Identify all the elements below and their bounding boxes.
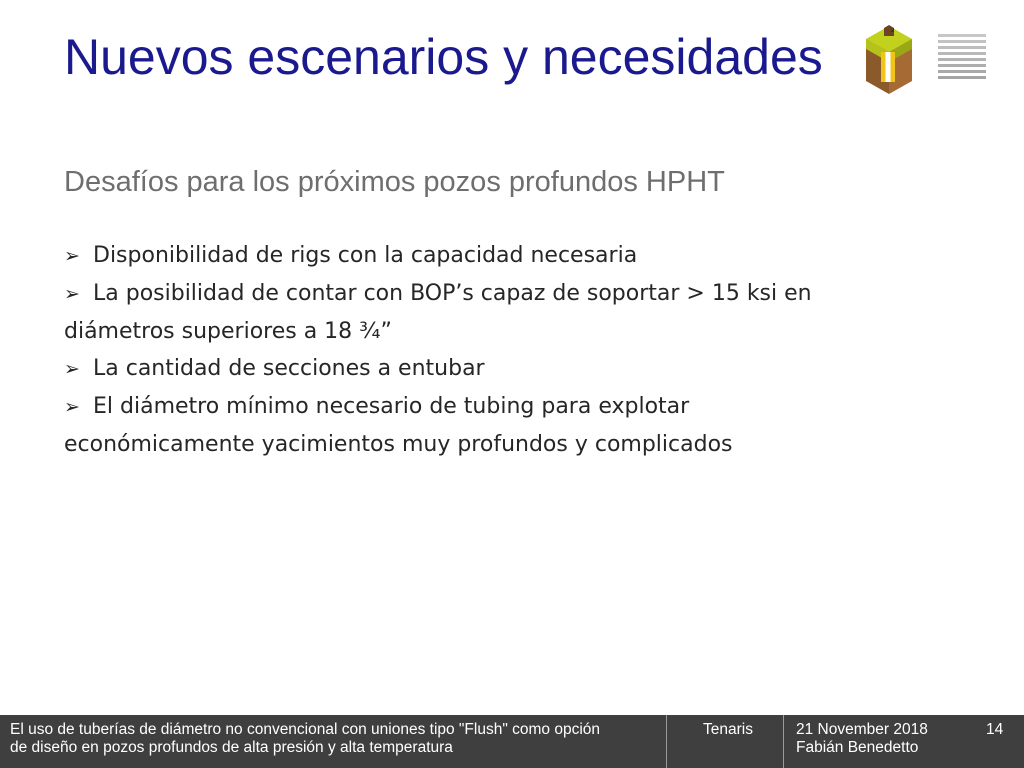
footer-company: Tenaris [703,721,753,738]
slide-footer [0,715,1024,768]
bullet-text: Disponibilidad de rigs con la capacidad necesaria [93,243,638,268]
footer-divider [783,715,784,768]
slide-title: Nuevos escenarios y necesidades [64,29,823,85]
bullet-continuation: diámetros superiores a 18 ¾” [64,319,392,344]
bullet-arrow-icon: ➢ [64,358,80,380]
footer-description-line: de diseño en pozos profundos de alta presión y alta temperatura [10,739,453,756]
bullet-text: La posibilidad de contar con BOP’s capaz de soportar > 15 ksi en [93,281,812,306]
horizontal-stripes-icon [938,34,986,80]
bullet-item [64,388,964,426]
footer-date: 21 November 2018 [796,721,928,738]
footer-author: Fabián Benedetto [796,739,919,756]
footer-meta [796,721,928,757]
bullet-text: El diámetro mínimo necesario de tubing para explotar [93,394,690,419]
bullet-text: La cantidad de secciones a entubar [93,356,485,381]
well-cross-section-logo-icon [862,22,916,96]
bullet-list [64,237,964,463]
bullet-arrow-icon: ➢ [64,283,80,305]
bullet-arrow-icon: ➢ [64,396,80,418]
footer-divider [666,715,667,768]
bullet-continuation: económicamente yacimientos muy profundos y complicados [64,432,733,457]
footer-page-number: 14 [986,721,1004,738]
footer-description [10,721,665,757]
bullet-item [64,350,964,388]
bullet-item [64,237,964,275]
slide-subtitle: Desafíos para los próximos pozos profundos HPHT [64,166,725,198]
footer-description-line: El uso de tuberías de diámetro no convencional con uniones tipo "Flush" como opción [10,721,601,738]
bullet-arrow-icon: ➢ [64,245,80,267]
bullet-item [64,275,964,313]
